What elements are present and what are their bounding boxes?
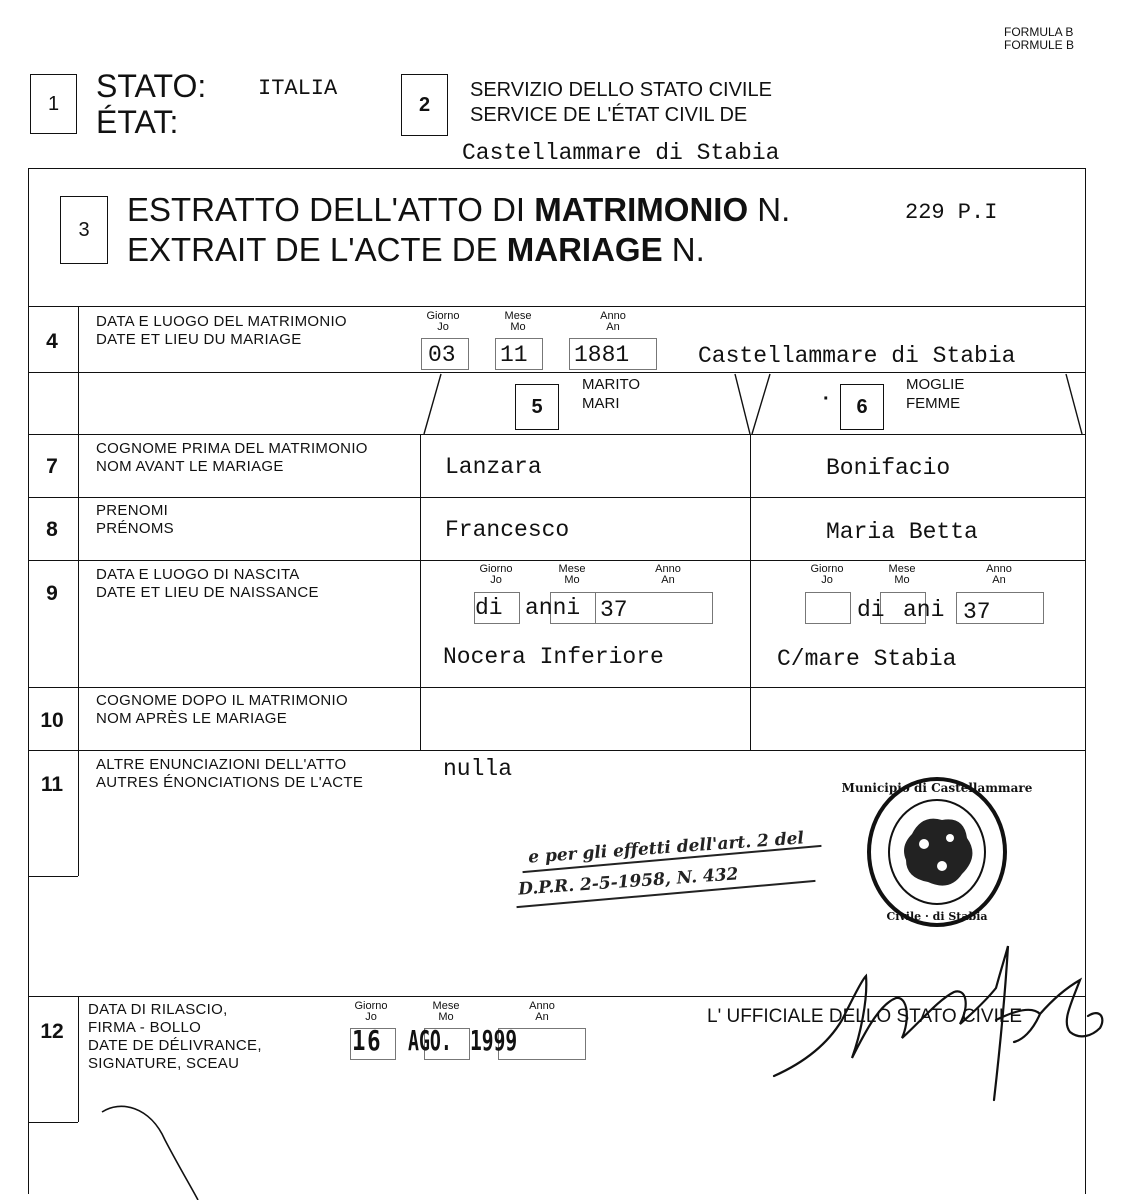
row-7-number: 7 [46,455,58,478]
stato-it: STATO: [96,68,207,104]
row-12-label: DATA DI RILASCIO, FIRMA - BOLLO DATE DE DÉLIVRANCE, SIGNATURE, SCEAU [88,1001,262,1072]
wife-birth-month: ani [903,597,945,623]
h-birth-anno: Anno An [655,563,681,586]
row-11-label: ALTRE ENUNCIAZIONI DELL'ATTO AUTRES ÉNONCIATIONS DE L'ACTE [96,756,364,791]
row-8-number: 8 [46,518,58,541]
row-12-number: 12 [40,1020,64,1043]
dot-mark: · [823,388,830,410]
w-birth-anno: Anno An [986,563,1012,586]
formula-line-it: FORMULA B [1004,25,1074,39]
svg-text:Municipio di Castellammare: Municipio di Castellammare [841,781,1033,795]
box-5: 5 [515,384,559,430]
marriage-place: Castellammare di Stabia [698,343,1016,369]
wife-birth-year: 37 [963,599,991,625]
wife-header: MOGLIE FEMME [906,376,965,412]
husband-given-names: Francesco [445,517,570,543]
row-4-giorno: Giorno Jo [426,310,460,333]
marriage-month: 11 [500,342,528,368]
row-4-number: 4 [46,330,58,353]
pen-stroke [102,1106,198,1200]
row-10-number: 10 [40,709,64,732]
box-2: 2 [401,74,448,136]
municipal-seal [841,774,1033,930]
husband-birth-place: Nocera Inferiore [443,644,664,670]
wife-birth-place: C/mare Stabia [777,646,957,672]
stamp-text-1: e per gli effetti dell'art. 2 del [527,828,805,868]
h-birth-mese: Mese Mo [558,563,586,586]
husband-birth-month: anni [525,595,581,621]
row-8-label: PRENOMI PRÉNOMS [96,502,174,537]
box-6: 6 [840,384,884,430]
row-4-anno: Anno An [600,310,626,333]
wife-given-names: Maria Betta [826,519,978,545]
title-fr-bold: MARIAGE [506,231,663,268]
officer-signature [770,940,1110,1110]
husband-header: MARITO MARI [582,376,641,412]
row-4-mese: Mese Mo [504,310,532,333]
formula-line-fr: FORMULE B [1004,38,1075,52]
other-statements: nulla [443,756,513,782]
officer-label: L' UFFICIALE DELLO STATO CIVILE [707,1006,1023,1027]
service-it: SERVIZIO DELLO STATO CIVILE [470,79,772,101]
service-value: Castellammare di Stabia [462,140,780,166]
wife-birth-pre: di [857,597,885,623]
title-fr-pre: EXTRAIT DE L'ACTE DE [127,231,507,268]
marriage-day: 03 [428,342,456,368]
marriage-year: 1881 [574,342,630,368]
wife-birth-day [805,592,851,624]
husband-birth-year: 37 [600,597,628,623]
title-fr-post: N. [662,231,705,268]
row-11-number: 11 [40,773,64,796]
stamp-text-2: D.P.R. 2-5-1958, N. 432 [517,864,740,900]
issue-anno: Anno An [529,1000,555,1023]
issue-mese: Mese Mo [432,1000,460,1023]
stato-fr: ÉTAT: [96,104,179,140]
issue-month: AGO. [408,1024,452,1057]
row-10-label: COGNOME DOPO IL MATRIMONIO NOM APRÈS LE MARIAGE [96,692,348,727]
issue-year: 1999 [470,1024,518,1057]
act-number: 229 P.I [905,200,998,225]
row-4-label: DATA E LUOGO DEL MATRIMONIO DATE ET LIEU DU MARIAGE [96,313,347,348]
title-it-pre: ESTRATTO DELL'ATTO DI [127,191,535,228]
husband-birth-day: di [475,595,503,621]
issue-giorno: Giorno Jo [354,1000,388,1023]
h-birth-giorno: Giorno Jo [479,563,513,586]
issue-day: 16 [352,1024,383,1057]
row-9-number: 9 [46,582,58,605]
row-7-label: COGNOME PRIMA DEL MATRIMONIO NOM AVANT LE MARIAGE [96,440,368,475]
svg-text:Civile · di Stabia: Civile · di Stabia [886,910,988,923]
stato-value: ITALIA [258,76,338,101]
husband-surname: Lanzara [445,454,542,480]
title-it-post: N. [748,191,791,228]
row-9-label: DATA E LUOGO DI NASCITA DATE ET LIEU DE NAISSANCE [96,566,319,601]
box-3: 3 [60,196,108,264]
w-birth-mese: Mese Mo [888,563,916,586]
box-1: 1 [30,74,77,134]
w-birth-giorno: Giorno Jo [810,563,844,586]
title-it-bold: MATRIMONIO [534,191,749,228]
wife-surname: Bonifacio [826,455,951,481]
service-fr: SERVICE DE L'ÉTAT CIVIL DE [470,104,748,126]
